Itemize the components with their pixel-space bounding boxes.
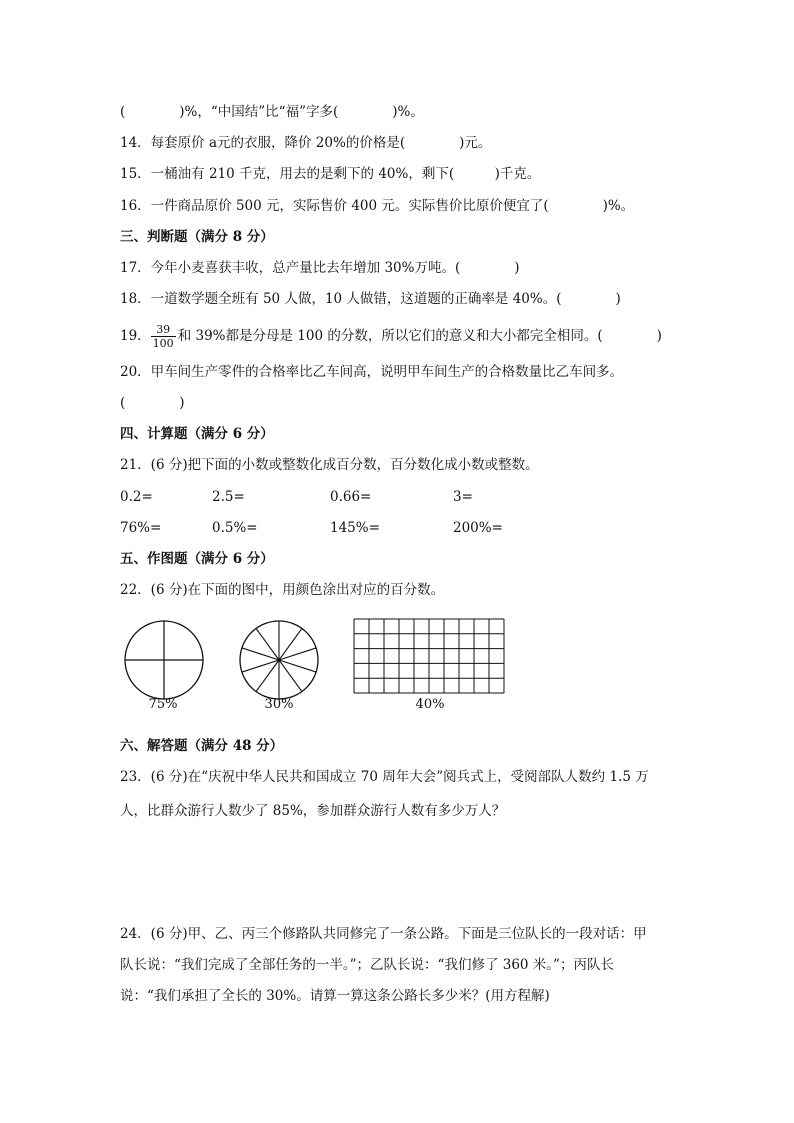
section-3-heading: 三、判断题（满分 8 分） <box>120 229 274 245</box>
calc-item: 2.5= <box>212 489 245 505</box>
calc-item: 145%= <box>330 520 380 536</box>
question-14: 14．每套原价 a元的衣服，降价 20%的价格是( )元。 <box>120 135 492 151</box>
fraction-denominator: 100 <box>152 337 174 350</box>
question-24-line-2: 队长说：“我们完成了全部任务的一半。”；乙队长说：“我们修了 360 米。”；丙队长 <box>120 957 614 973</box>
section-5-heading: 五、作图题（满分 6 分） <box>120 551 274 567</box>
question-17: 17．今年小麦喜获丰收，总产量比去年增加 30%万吨。( ) <box>120 260 520 276</box>
circle-spoke <box>279 648 316 660</box>
question-18: 18．一道数学题全班有 50 人做，10 人做错，这道题的正确率是 40%。( ) <box>120 291 621 307</box>
grid-figure <box>353 618 507 696</box>
circle-spoke <box>279 660 302 692</box>
question-22: 22．(6 分)在下面的图中，用颜色涂出对应的百分数。 <box>120 582 445 598</box>
question-13-continuation: ( )%，“中国结”比“福”字多( )%。 <box>120 104 424 120</box>
question-23-line-2: 人，比群众游行人数少了 85%，参加群众游行人数有多少万人？ <box>120 803 506 819</box>
circle-quarters-figure <box>123 619 205 701</box>
circle-spoke <box>242 660 279 672</box>
fraction-numerator: 39 <box>151 323 176 337</box>
question-19-number: 19． <box>120 328 151 344</box>
circle-spoke <box>256 628 279 660</box>
figure-label-75: 75% <box>148 697 178 712</box>
figure-label-30: 30% <box>264 697 294 712</box>
circle-spoke <box>242 648 279 660</box>
question-23-line-1: 23．(6 分)在“庆祝中华人民共和国成立 70 周年大会”阅兵式上，受阅部队人数约 1.5 万 <box>120 769 649 785</box>
question-16: 16．一件商品原价 500 元，实际售价 400 元。实际售价比原价便宜了( )%。 <box>120 198 635 214</box>
question-20: 20．甲车间生产零件的合格率比乙车间高，说明甲车间生产的合格数量比乙车间多。 <box>120 364 624 380</box>
question-19 <box>120 323 662 350</box>
question-21: 21．(6 分)把下面的小数或整数化成百分数，百分数化成小数或整数。 <box>120 457 539 473</box>
circle-spoke <box>279 628 302 660</box>
calc-item: 0.66= <box>330 489 372 505</box>
figure-label-40: 40% <box>415 697 445 712</box>
circle-tenths-figure <box>238 619 320 701</box>
section-4-heading: 四、计算题（满分 6 分） <box>120 426 274 442</box>
question-19-text: 和 39%都是分母是 100 的分数，所以它们的意义和大小都完全相同。( ) <box>177 328 662 344</box>
question-20-answer-paren: ( ) <box>120 395 185 411</box>
calc-item: 0.2= <box>120 489 153 505</box>
fraction-39-100 <box>151 323 176 350</box>
question-15: 15．一桶油有 210 千克，用去的是剩下的 40%，剩下( )千克。 <box>120 166 541 182</box>
question-24-line-3: 说：“我们承担了全长的 30%。请算一算这条公路长多少米？(用方程解) <box>120 988 550 1004</box>
circle-spoke <box>256 660 279 692</box>
question-24-line-1: 24．(6 分)甲、乙、丙三个修路队共同修完了一条公路。下面是三位队长的一段对话：甲 <box>120 926 647 942</box>
section-6-heading: 六、解答题（满分 48 分） <box>120 738 284 754</box>
calc-item: 200%= <box>453 520 503 536</box>
calc-item: 0.5%= <box>212 520 258 536</box>
calc-item: 3= <box>453 489 473 505</box>
calc-item: 76%= <box>120 520 162 536</box>
circle-spoke <box>279 660 316 672</box>
